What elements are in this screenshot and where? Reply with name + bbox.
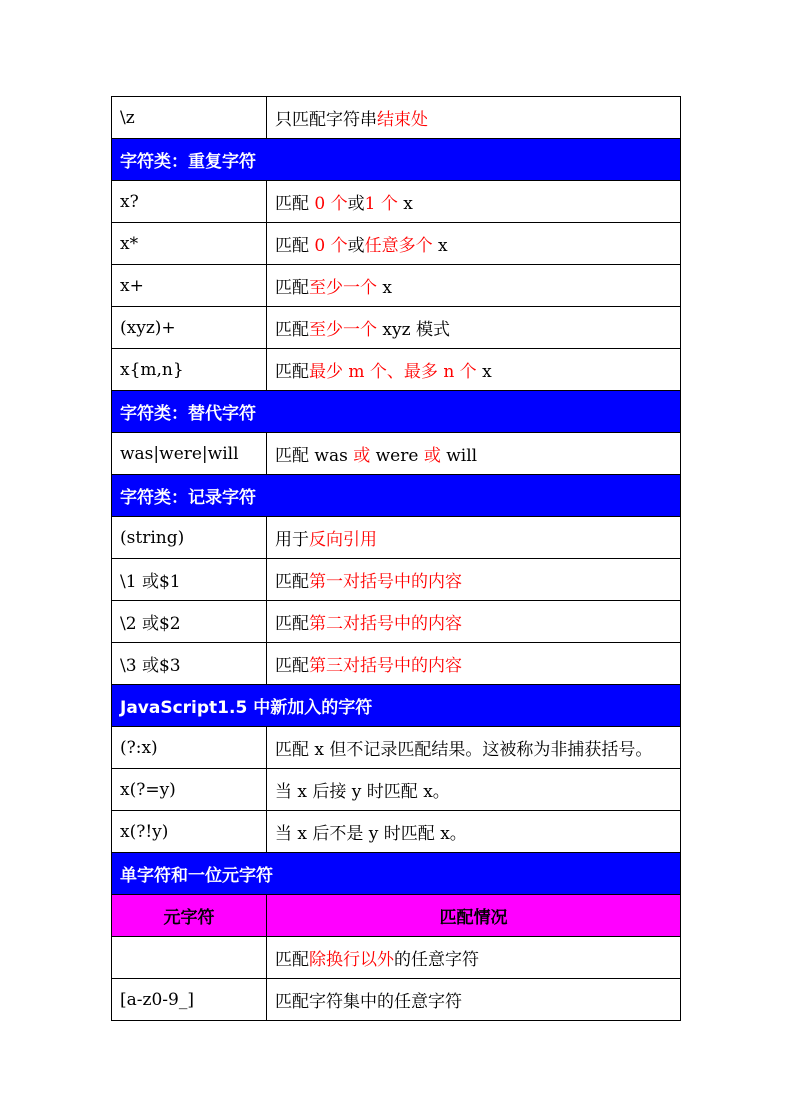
description-cell	[267, 559, 681, 601]
section-header-row	[112, 475, 681, 517]
highlighted-text: 至少一个	[309, 278, 377, 298]
description-cell	[267, 349, 681, 391]
highlighted-text: 第二对括号中的内容	[309, 614, 462, 634]
table-row	[112, 433, 681, 475]
description-cell	[267, 937, 681, 979]
description-text: 或	[347, 194, 365, 214]
section-header-row	[112, 685, 681, 727]
table-row	[112, 223, 681, 265]
highlighted-text: 最少 m 个、最多 n 个	[309, 362, 477, 382]
description-text: xyz 模式	[377, 320, 450, 340]
table-row	[112, 265, 681, 307]
highlighted-text: 或	[353, 446, 371, 466]
highlighted-text: 或	[423, 446, 441, 466]
pattern-cell: (?:x)	[112, 727, 267, 769]
highlighted-text: 除换行以外	[309, 950, 394, 970]
table-row	[112, 769, 681, 811]
table-row	[112, 349, 681, 391]
section-header-row	[112, 391, 681, 433]
pattern-cell	[112, 937, 267, 979]
description-text: 匹配 x 但不记录匹配结果。这被称为非捕获括号。	[275, 740, 653, 760]
column-header-metachar: 元字符	[112, 895, 267, 937]
highlighted-text: 0 个	[314, 236, 348, 256]
section-title: 字符类：替代字符	[112, 391, 681, 433]
highlighted-text: 至少一个	[309, 320, 377, 340]
description-text: x	[476, 362, 492, 382]
highlighted-text: 第三对括号中的内容	[309, 656, 462, 676]
description-text: 当 x 后接 y 时匹配 x。	[275, 782, 450, 802]
description-cell	[267, 181, 681, 223]
table-body	[112, 97, 681, 1021]
table-row	[112, 601, 681, 643]
description-text: 只匹配字符串	[275, 110, 377, 130]
description-text: 匹配字符集中的任意字符	[275, 992, 462, 1012]
description-text: 匹配 was	[275, 446, 354, 466]
section-title: 单字符和一位元字符	[112, 853, 681, 895]
highlighted-text: 0 个	[314, 194, 348, 214]
pattern-cell: (string)	[112, 517, 267, 559]
section-header-row	[112, 139, 681, 181]
description-text: 的任意字符	[394, 950, 479, 970]
description-text: 匹配	[275, 950, 309, 970]
regex-reference-table	[111, 96, 681, 1021]
pattern-cell: x+	[112, 265, 267, 307]
description-cell	[267, 811, 681, 853]
description-cell	[267, 601, 681, 643]
highlighted-text: 任意多个	[364, 236, 433, 256]
description-text: were	[370, 446, 424, 466]
table-row	[112, 517, 681, 559]
description-text: x	[397, 194, 413, 214]
table-row	[112, 811, 681, 853]
table-row	[112, 727, 681, 769]
pattern-cell: x?	[112, 181, 267, 223]
pattern-cell: [a-z0-9_]	[112, 979, 267, 1021]
pattern-cell: \1 或$1	[112, 559, 267, 601]
table-row	[112, 181, 681, 223]
description-text: 匹配	[275, 278, 309, 298]
highlighted-text: 第一对括号中的内容	[309, 572, 462, 592]
description-cell	[267, 265, 681, 307]
description-cell	[267, 727, 681, 769]
description-cell	[267, 517, 681, 559]
description-text: 匹配	[275, 614, 309, 634]
description-cell	[267, 307, 681, 349]
section-header-row	[112, 853, 681, 895]
pattern-cell: \2 或$2	[112, 601, 267, 643]
pattern-cell: x*	[112, 223, 267, 265]
table-row	[112, 97, 681, 139]
description-text: 或	[347, 236, 365, 256]
table-row	[112, 979, 681, 1021]
pattern-cell: \3 或$3	[112, 643, 267, 685]
description-cell	[267, 433, 681, 475]
column-header-row	[112, 895, 681, 937]
description-cell	[267, 769, 681, 811]
description-text: 匹配	[275, 656, 309, 676]
description-text: 匹配	[275, 194, 315, 214]
table-row	[112, 643, 681, 685]
description-text: 匹配	[275, 236, 315, 256]
description-text: 匹配	[275, 572, 309, 592]
description-text: 匹配	[275, 362, 309, 382]
description-cell	[267, 643, 681, 685]
description-cell	[267, 223, 681, 265]
description-text: will	[440, 446, 478, 466]
highlighted-text: 1 个	[364, 194, 398, 214]
table-row	[112, 559, 681, 601]
pattern-cell: was|were|will	[112, 433, 267, 475]
table-row	[112, 307, 681, 349]
description-text: 当 x 后不是 y 时匹配 x。	[275, 824, 467, 844]
description-cell	[267, 97, 681, 139]
description-cell	[267, 979, 681, 1021]
description-text: x	[377, 278, 392, 298]
highlighted-text: 反向引用	[309, 530, 377, 550]
section-title: JavaScript1.5 中新加入的字符	[112, 685, 681, 727]
highlighted-text: 结束处	[377, 110, 428, 130]
section-title: 字符类：重复字符	[112, 139, 681, 181]
pattern-cell: x{m,n}	[112, 349, 267, 391]
column-header-match: 匹配情况	[267, 895, 681, 937]
section-title: 字符类：记录字符	[112, 475, 681, 517]
pattern-cell: \z	[112, 97, 267, 139]
pattern-cell: x(?!y)	[112, 811, 267, 853]
pattern-cell: x(?=y)	[112, 769, 267, 811]
table-row	[112, 937, 681, 979]
description-text: 用于	[275, 530, 309, 550]
description-text: x	[432, 236, 448, 256]
description-text: 匹配	[275, 320, 309, 340]
pattern-cell: (xyz)+	[112, 307, 267, 349]
